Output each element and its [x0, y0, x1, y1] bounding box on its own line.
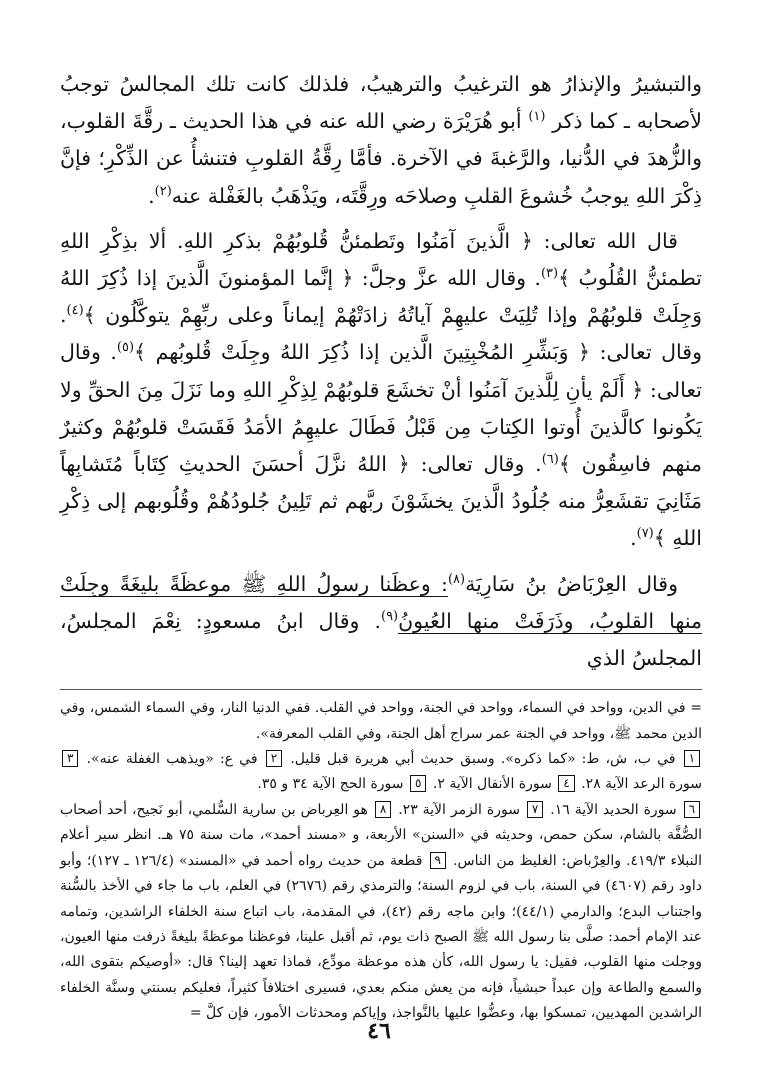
footnote-number: ٨: [375, 801, 391, 818]
footnote-number: ٥: [410, 775, 426, 792]
footnote-marker: (٧): [636, 526, 654, 542]
footnote-carryover: = في الدين، وواحد في السماء، وواحد في الجنة، وواحد في القلب. ففي الدنيا النار، وفي السماء الشمس، وفي الدين محمد ﷺ، وواحد في الجنة عمر سراج أهل الجنة، وفي القلب المعرفة».: [60, 700, 702, 742]
footnote-text: سورة الحج الآية ٣٤ و ٣٥.: [257, 776, 404, 793]
footnote-number: ١: [684, 750, 700, 767]
paragraph-text: أبو هُرَيْرَة رضي الله عنه في هذا الحديث ـ رقَّةَ القلوب، والزُّهدَ في الدُّنيا، والرَّغبةَ في الآخرة. فأمَّا رِقَّةُ القلوبِ فتنشأُ عن الذِّكْرِ؛ فإنَّ ذِكْرَ اللهِ يوجبُ خُشوعَ القلبِ وصلاحَه ورِقَّتَه، ويَذْهَبُ بالغَفْلة عنه: [60, 109, 702, 208]
paragraph-text: .: [148, 183, 155, 208]
hadith-quote: : وعظَنا رسولُ اللهِ ﷺ موعظَةً بليغَةً وجِلَتْ منها القلوبُ، وذَرَفَتْ منها العُيونُ: [60, 571, 702, 633]
footnote-number: ٦: [684, 801, 700, 818]
footnote-marker: (٢): [154, 183, 172, 199]
footnote-number: ٣: [62, 750, 78, 767]
footnote-marker: (٦): [541, 452, 559, 468]
footnote-marker: (٣): [540, 266, 559, 282]
page-number: ٤٦: [367, 1018, 391, 1044]
footnote-group: [60, 798, 702, 1027]
footnote-text: سورة الأنفال الآية ٢.: [432, 776, 552, 793]
paragraph-text: . وقال تعالى: ﴿ اللهُ نزَّلَ أحسَنَ الحديثِ كِتَاباً مُتَشابِهاً مَثَانِيَ تقشَعِرُّ منه جُلُودُ الَّذينَ يخشَوْنَ ربَّهم ثم تَلِينُ جُلودُهُمْ وقُلُوبهم إلى ذِكْرِ اللهِ ﴾: [60, 452, 702, 551]
footnote-marker: (٨): [447, 571, 466, 587]
footnote-marker: (١): [528, 109, 546, 125]
footnote-marker: (٩): [380, 609, 399, 625]
paragraph-text: قال الله تعالى: ﴿ الَّذينَ آمَنُوا وتَطمئنُّ قُلوبُهُمْ بذكرِ اللهِ. ألا بذِكْرِ اللهِ تطمئنُّ القُلُوبُ ﴾: [60, 228, 702, 291]
footnote-group: [60, 747, 702, 798]
main-paragraph-1: [60, 66, 702, 215]
footnote-number: ٤: [558, 775, 574, 792]
footnote-number: ٢: [266, 750, 282, 767]
paragraph-text: وقال العِرْبَاضُ بنُ سَارِيَة: [465, 571, 678, 596]
paragraph-text: . وقال الله عزَّ وجلَّ: ﴿ إنَّما المؤمنونَ الَّذينَ إذا ذُكِرَ اللهُ وَجِلَتْ قلوبُهُمْ وإذا تُلِيَتْ عليهِمْ آياتُهُ زادَتْهُمْ إيماناً وعلى ربِّهِمْ يتوكَّلُون ﴾: [60, 266, 702, 328]
footnote-marker: (٥): [116, 340, 135, 356]
main-paragraph-3: [60, 566, 702, 678]
paragraph-text: . وقال تعالى: ﴿ وَبَشِّرِ المُخْبِتِينَ الَّذين إذا ذُكِرَ اللهُ وجِلَتْ قُلوبُهم ﴾: [60, 303, 703, 365]
paragraph-text: . وقال ابنُ مسعودٍ: نِعْمَ المجلسُ، المجلسُ الذي: [60, 608, 702, 671]
footnote-divider: [60, 689, 702, 690]
footnote-text: سورة الرعد الآية ٢٨.: [581, 776, 702, 793]
footnote-text: سورة الزمر الآية ٢٣.: [398, 801, 520, 818]
footnote-text: قطعة من حديث رواه أحمد في «المسند» (١٢٦/٤ ـ ١٢٧)؛ وأبو داود رقم (٤٦٠٧) في السنة، باب في لزوم السنة؛ والترمذي رقم (٢٦٧٦) في العلم، باب ما جاء في الأخذ بالسُّنة واجتناب البدع؛ والدارمي (٤٤/١)؛ وابن ماجه رقم (٤٢)، في المقدمة، باب اتباع سنة الخلفاء الراشدين، وتمامه عند الإمام أحمد: صلَّى بنا رسول الله ﷺ الصبح ذات يوم، ثم أقبل علينا، فوعظنا موعظةً بليغةً ذرفت منها العيون، ووجلت منها القلوب، فقيل: يا رسول الله، كأن هذه موعظة مودِّع، فماذا تعهد إلينا؟ قال: «أوصيكم بتقوى الله، والسمع والطاعة وإن عبداً حبشياً، فإنه من يعش منكم بعدي، فسيرى اختلافاً كثيراً، فعليكم بسنتي وسنَّة الخلفاء الراشدين المهديين، تمسكوا بها، وعضُّوا عليها بالنَّواجذ، وإياكم ومحدثات الأمور، فإن كلَّ =: [60, 852, 702, 1022]
paragraph-text: .: [630, 526, 637, 551]
footnote-text: في ع: «ويذهب الغفلة عنه».: [86, 751, 258, 768]
footnote-number: ٧: [527, 801, 543, 818]
footnote-number: ٩: [430, 852, 446, 869]
footnote-text: في ب، ش، ط: «كما ذكره». وسبق حديث أبي هريرة قبل قليل.: [290, 751, 676, 768]
paragraph-text: والتبشيرُ والإنذارُ هو الترغيبُ والترهيبُ، فلذلك كانت تلك المجالسُ توجبُ لأصحابه ـ كما ذكر: [60, 72, 702, 134]
footnote-text: هو العِرباض بن سارية السُّلمي، أبو نَجيح، أحد أصحاب الصُّفَّة بالشام، سكن حمص، وحديثه في «السنن» الأربعة، و «مسند أحمد»، مات سنة ٧٥ هـ. انظر سير أعلام النبلاء ٤١٩/٣. والعِرْباض: الغليظ من الناس.: [60, 801, 702, 869]
footnote-text: سورة الحديد الآية ١٦.: [550, 801, 677, 818]
paragraph-text: . وقال تعالى: ﴿ أَلَمْ يأنِ لِلَّذينَ آمَنُوا أنْ تخشَعَ قلوبُهُمْ لِذِكْرِ اللهِ وما نَزَلَ مِنَ الحقِّ ولا يَكُونوا كالَّذينَ أُوتوا الكِتابَ مِن قَبْلُ فَطَالَ عليهِمُ الأمَدُ فَقَسَتْ قلوبُهُمْ وكثيرٌ منهم فاسِقُون ﴾: [60, 340, 702, 477]
footnote-marker: (٤): [66, 303, 84, 319]
main-paragraph-2: [60, 223, 702, 558]
page-body: [60, 66, 702, 1027]
footnotes-section: [60, 696, 702, 1026]
